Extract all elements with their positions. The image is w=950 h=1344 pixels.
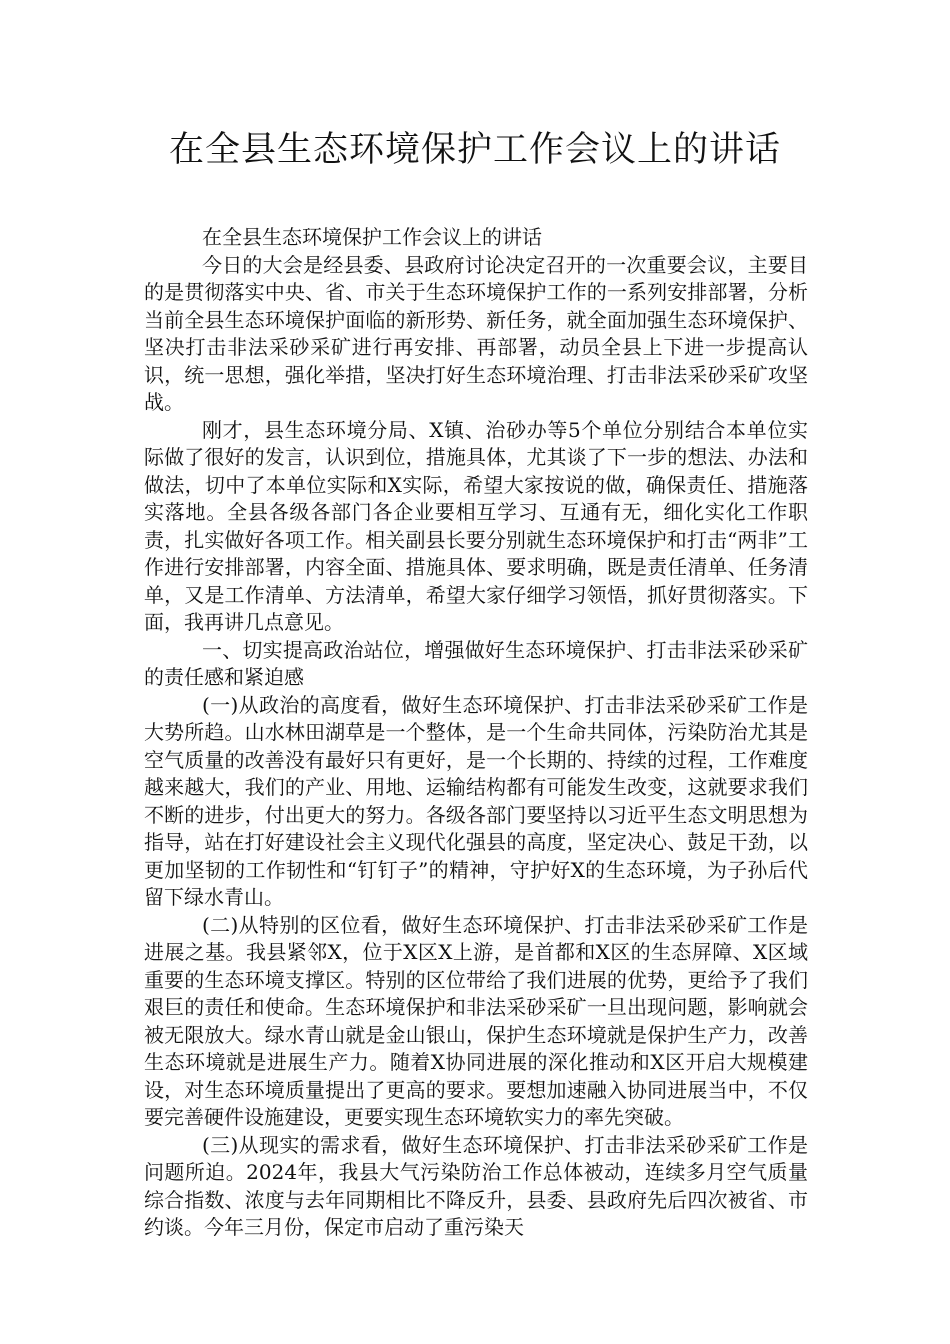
document-body bbox=[144, 224, 808, 1242]
paragraph-point-3: (三)从现实的需求看，做好生态环境保护、打击非法采砂采矿工作是问题所迫。2024年，我县大气污染防治工作总体被动，连续多月空气质量综合指数、浓度与去年同期相比不降反升，县委、县政府先后四次被省、市约谈。今年三月份，保定市启动了重污染天 bbox=[144, 1132, 808, 1239]
paragraph-point-2: (二)从特别的区位看，做好生态环境保护、打击非法采砂采矿工作是进展之基。我县紧邻X，位于X区X上游，是首都和X区的生态屏障、X区域重要的生态环境支撑区。特别的区位带给了我们进展的优势，更给予了我们艰巨的责任和使命。生态环境保护和非法采砂采矿一旦出现问题，影响就会被无限放大。绿水青山就是金山银山，保护生态环境就是保护生产力，改善生态环境就是进展生产力。随着X协同进展的深化推动和X区开启大规模建设，对生态环境质量提出了更高的要求。要想加速融入协同进展当中，不仅要完善硬件设施建设，更要实现生态环境软实力的率先突破。 bbox=[144, 912, 808, 1129]
paragraph-subtitle: 在全县生态环境保护工作会议上的讲话 bbox=[202, 225, 542, 249]
paragraph-opening: 今日的大会是经县委、县政府讨论决定召开的一次重要会议，主要目的是贯彻落实中央、省、市关于生态环境保护工作的一系列安排部署，分析当前全县生态环境保护面临的新形势、新任务，就全面加强生态环境保护、坚决打击非法采砂采矿进行再安排、再部署，动员全县上下进一步提高认识，统一思想，强化举措，坚决打好生态环境治理、打击非法采砂采矿攻坚战。 bbox=[144, 252, 808, 414]
paragraph-point-1: (一)从政治的高度看，做好生态环境保护、打击非法采砂采矿工作是大势所趋。山水林田湖草是一个整体，是一个生命共同体，污染防治尤其是空气质量的改善没有最好只有更好，是一个长期的、持续的过程，工作难度越来越大，我们的产业、用地、运输结构都有可能发生改变，这就要求我们不断的进步，付出更大的努力。各级各部门要坚持以习近平生态文明思想为指导，站在打好建设社会主义现代化强县的高度，坚定决心、鼓足干劲，以更加坚韧的工作韧性和“钉钉子”的精神，守护好X的生态环境，为子孙后代留下绿水青山。 bbox=[144, 692, 808, 909]
document-title: 在全县生态环境保护工作会议上的讲话 bbox=[168, 130, 781, 170]
paragraph-remarks: 刚才，县生态环境分局、X镇、治砂办等5个单位分别结合本单位实际做了很好的发言，认识到位，措施具体，尤其谈了下一步的想法、办法和做法，切中了本单位实际和X实际，希望大家按说的做，确保责任、措施落实落地。全县各级各部门各企业要相互学习、互通有无，细化实化工作职责，扎实做好各项工作。相关副县长要分别就生态环境保护和打击“两非”工作进行安排部署，内容全面、措施具体、要求明确，既是责任清单、任务清单，又是工作清单、方法清单，希望大家仔细学习领悟，抓好贯彻落实。下面，我再讲几点意见。 bbox=[144, 417, 808, 634]
section-heading-1: 一、切实提高政治站位，增强做好生态环境保护、打击非法采砂采矿的责任感和紧迫感 bbox=[144, 637, 808, 689]
